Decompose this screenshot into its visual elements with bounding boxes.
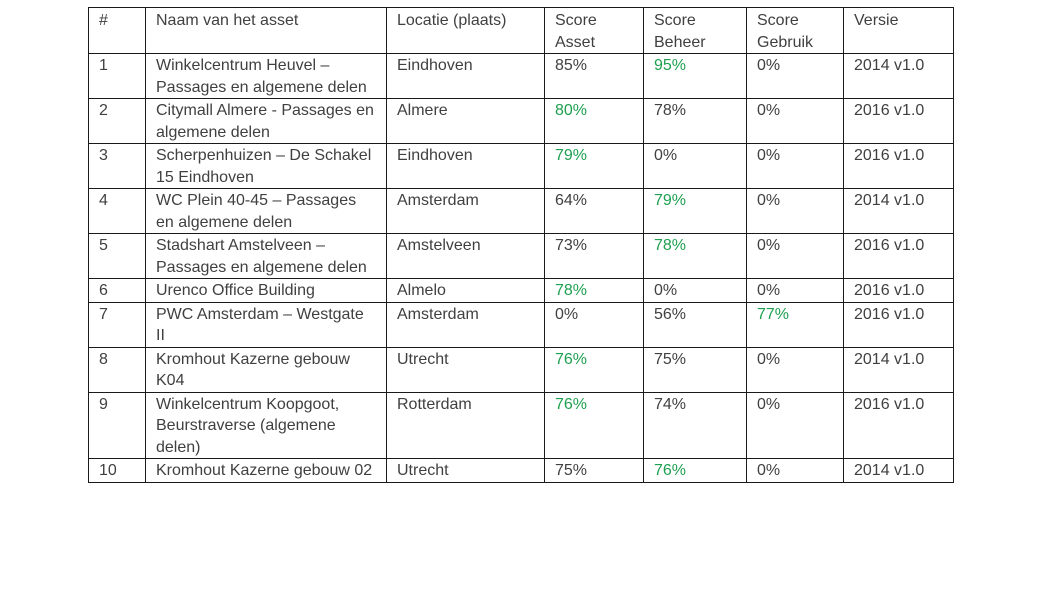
cell-number: 10 — [89, 459, 146, 483]
cell-version: 2016 v1.0 — [844, 302, 954, 347]
cell-version: 2016 v1.0 — [844, 392, 954, 459]
cell-score-asset: 73% — [545, 234, 644, 279]
cell-score-asset: 80% — [545, 99, 644, 144]
cell-score-gebruik: 0% — [747, 144, 844, 189]
table-row — [89, 302, 954, 347]
cell-location: Almere — [387, 99, 545, 144]
cell-score-asset: 76% — [545, 392, 644, 459]
cell-asset-name: Stadshart Amstelveen – Passages en algemene delen — [146, 234, 387, 279]
asset-scores-table — [88, 7, 954, 483]
cell-score-gebruik: 0% — [747, 99, 844, 144]
cell-location: Utrecht — [387, 459, 545, 483]
cell-asset-name: Winkelcentrum Heuvel – Passages en algemene delen — [146, 54, 387, 99]
cell-score-gebruik: 77% — [747, 302, 844, 347]
cell-score-asset: 75% — [545, 459, 644, 483]
cell-location: Eindhoven — [387, 144, 545, 189]
cell-score-beheer: 56% — [644, 302, 747, 347]
cell-number: 7 — [89, 302, 146, 347]
cell-number: 1 — [89, 54, 146, 99]
cell-number: 3 — [89, 144, 146, 189]
cell-version: 2014 v1.0 — [844, 54, 954, 99]
cell-number: 2 — [89, 99, 146, 144]
cell-number: 6 — [89, 279, 146, 303]
header-version: Versie — [844, 8, 954, 54]
table-row — [89, 459, 954, 483]
table-row — [89, 99, 954, 144]
cell-number: 4 — [89, 189, 146, 234]
cell-score-gebruik: 0% — [747, 392, 844, 459]
header-asset-name: Naam van het asset — [146, 8, 387, 54]
table-header-row — [89, 8, 954, 54]
cell-number: 8 — [89, 347, 146, 392]
cell-score-gebruik: 0% — [747, 234, 844, 279]
cell-score-beheer: 78% — [644, 234, 747, 279]
cell-version: 2014 v1.0 — [844, 347, 954, 392]
cell-asset-name: Winkelcentrum Koopgoot, Beurstraverse (algemene delen) — [146, 392, 387, 459]
cell-score-gebruik: 0% — [747, 347, 844, 392]
cell-location: Eindhoven — [387, 54, 545, 99]
cell-score-gebruik: 0% — [747, 189, 844, 234]
table-row — [89, 347, 954, 392]
cell-score-beheer: 75% — [644, 347, 747, 392]
table-row — [89, 54, 954, 99]
cell-score-asset: 64% — [545, 189, 644, 234]
cell-score-gebruik: 0% — [747, 279, 844, 303]
cell-location: Utrecht — [387, 347, 545, 392]
cell-location: Almelo — [387, 279, 545, 303]
cell-score-beheer: 95% — [644, 54, 747, 99]
table-body — [89, 54, 954, 483]
cell-asset-name: WC Plein 40-45 – Passages en algemene delen — [146, 189, 387, 234]
cell-location: Amsterdam — [387, 189, 545, 234]
cell-version: 2014 v1.0 — [844, 189, 954, 234]
cell-asset-name: Citymall Almere - Passages en algemene delen — [146, 99, 387, 144]
cell-score-beheer: 74% — [644, 392, 747, 459]
cell-version: 2014 v1.0 — [844, 459, 954, 483]
table-row — [89, 189, 954, 234]
cell-number: 5 — [89, 234, 146, 279]
cell-asset-name: Urenco Office Building — [146, 279, 387, 303]
cell-score-gebruik: 0% — [747, 459, 844, 483]
header-score-asset: Score Asset — [545, 8, 644, 54]
cell-score-asset: 78% — [545, 279, 644, 303]
cell-asset-name: PWC Amsterdam – Westgate II — [146, 302, 387, 347]
cell-version: 2016 v1.0 — [844, 144, 954, 189]
table-row — [89, 392, 954, 459]
cell-score-beheer: 79% — [644, 189, 747, 234]
table-row — [89, 144, 954, 189]
cell-asset-name: Scherpenhuizen – De Schakel 15 Eindhoven — [146, 144, 387, 189]
table-row — [89, 279, 954, 303]
header-score-gebruik: Score Gebruik — [747, 8, 844, 54]
table-row — [89, 234, 954, 279]
cell-asset-name: Kromhout Kazerne gebouw 02 — [146, 459, 387, 483]
cell-score-asset: 79% — [545, 144, 644, 189]
cell-version: 2016 v1.0 — [844, 234, 954, 279]
cell-location: Amstelveen — [387, 234, 545, 279]
cell-location: Amsterdam — [387, 302, 545, 347]
cell-score-beheer: 0% — [644, 144, 747, 189]
cell-version: 2016 v1.0 — [844, 99, 954, 144]
header-location: Locatie (plaats) — [387, 8, 545, 54]
cell-number: 9 — [89, 392, 146, 459]
cell-score-asset: 85% — [545, 54, 644, 99]
header-number: # — [89, 8, 146, 54]
cell-version: 2016 v1.0 — [844, 279, 954, 303]
header-score-beheer: Score Beheer — [644, 8, 747, 54]
cell-location: Rotterdam — [387, 392, 545, 459]
cell-score-beheer: 0% — [644, 279, 747, 303]
cell-score-beheer: 78% — [644, 99, 747, 144]
cell-score-asset: 0% — [545, 302, 644, 347]
cell-score-asset: 76% — [545, 347, 644, 392]
cell-score-beheer: 76% — [644, 459, 747, 483]
cell-score-gebruik: 0% — [747, 54, 844, 99]
cell-asset-name: Kromhout Kazerne gebouw K04 — [146, 347, 387, 392]
